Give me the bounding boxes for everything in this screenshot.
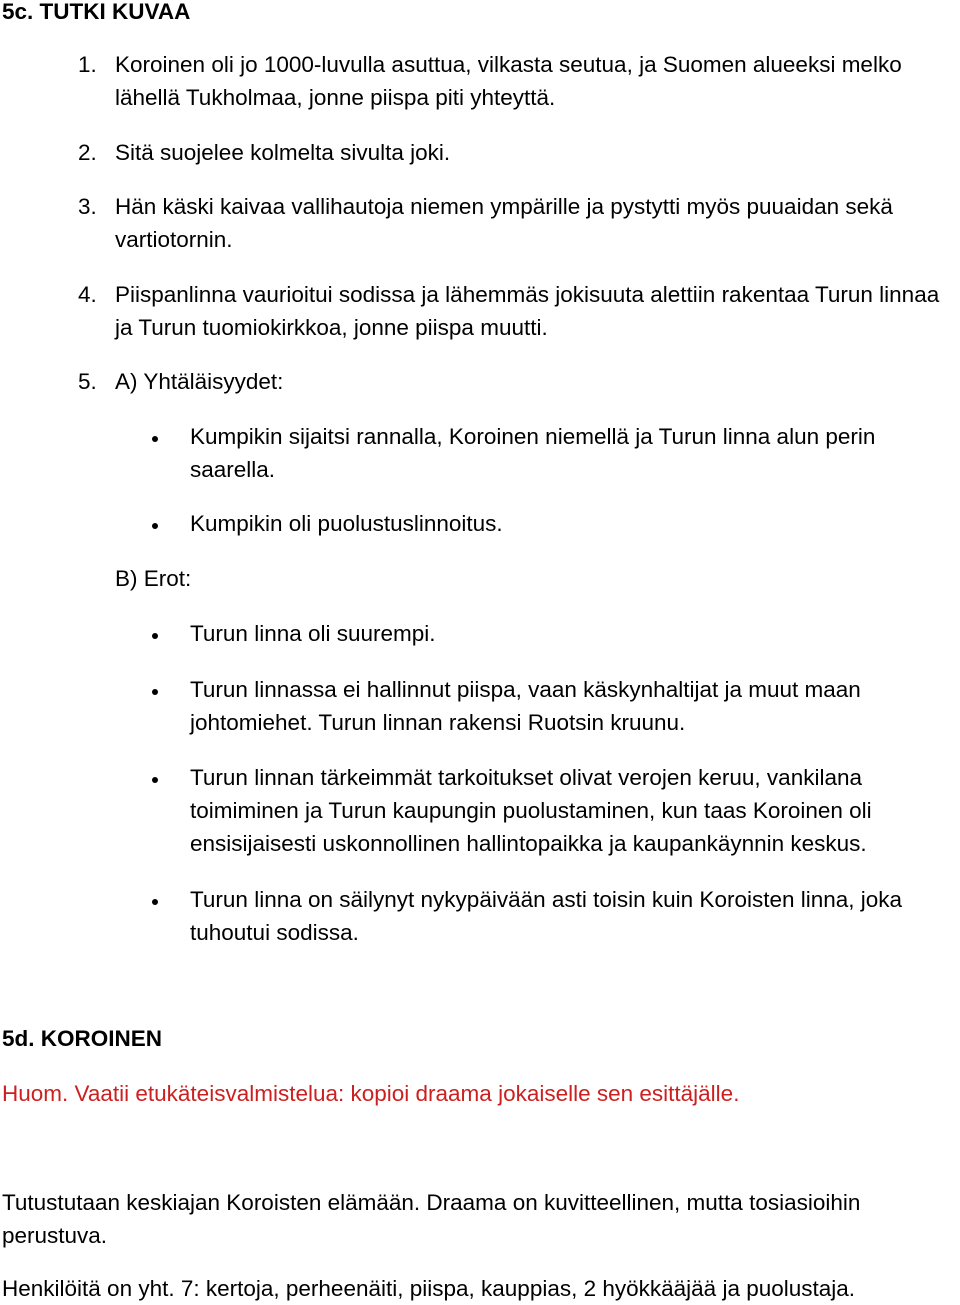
list-number: 4. [78, 282, 97, 307]
bullet-icon [152, 633, 158, 639]
list-text: Hän käski kaivaa vallihautoja niemen ympärille ja pystytti myös puuaidan sekä vartiotornin. [115, 194, 893, 252]
list-number: 3. [78, 194, 97, 219]
list-number: 1. [78, 52, 97, 77]
bullet-icon [152, 689, 158, 695]
difference-text: Turun linna oli suurempi. [190, 621, 436, 646]
difference-text: Turun linnan tärkeimmät tarkoitukset olivat verojen keruu, vankilana toimiminen ja Turun kaupungin puolustaminen, kun taas Koroinen oli ensisijaisesti uskonnollinen hallintopaikka ja kaupankäynnin keskus. [190, 765, 872, 856]
similarity-text: Kumpikin sijaitsi rannalla, Koroinen niemellä ja Turun linna alun perin saarella. [190, 424, 876, 482]
section-5d-heading: 5d. KOROINEN [2, 1026, 163, 1051]
bullet-icon [152, 777, 158, 783]
characters-paragraph: Henkilöitä on yht. 7: kertoja, perheenäiti, piispa, kauppias, 2 hyökkääjää ja puolustaja. [2, 1276, 856, 1301]
differences-label: B) Erot: [115, 566, 192, 591]
list-text: Koroinen oli jo 1000-luvulla asuttua, vilkasta seutua, ja Suomen alueeksi melko lähellä Tukholmaa, jonne piispa piti yhteyttä. [115, 52, 902, 110]
list-text: Piispanlinna vaurioitui sodissa ja lähemmäs jokisuuta alettiin rakentaa Turun linnaa ja Turun tuomiokirkkoa, jonne piispa muutti. [115, 282, 940, 340]
list-text: Sitä suojelee kolmelta sivulta joki. [115, 140, 451, 165]
similarity-text: Kumpikin oli puolustuslinnoitus. [190, 511, 503, 536]
list-text: A) Yhtäläisyydet: [115, 369, 284, 394]
difference-text: Turun linna on säilynyt nykypäivään asti toisin kuin Koroisten linna, joka tuhoutui sodissa. [190, 887, 903, 945]
bullet-icon [152, 436, 158, 442]
section-5c-heading: 5c. TUTKI KUVAA [2, 0, 191, 24]
list-number: 2. [78, 140, 97, 165]
difference-text: Turun linnassa ei hallinnut piispa, vaan käskynhaltijat ja muut maan johtomiehet. Turun linnan rakensi Ruotsin kruunu. [190, 677, 861, 735]
bullet-icon [152, 899, 158, 905]
bullet-icon [152, 523, 158, 529]
preparation-note: Huom. Vaatii etukäteisvalmistelua: kopioi draama jokaiselle sen esittäjälle. [2, 1081, 740, 1106]
list-number: 5. [78, 369, 97, 394]
intro-paragraph: Tutustutaan keskiajan Koroisten elämään. Draama on kuvitteellinen, mutta tosiasioihin perustuva. [2, 1190, 861, 1248]
